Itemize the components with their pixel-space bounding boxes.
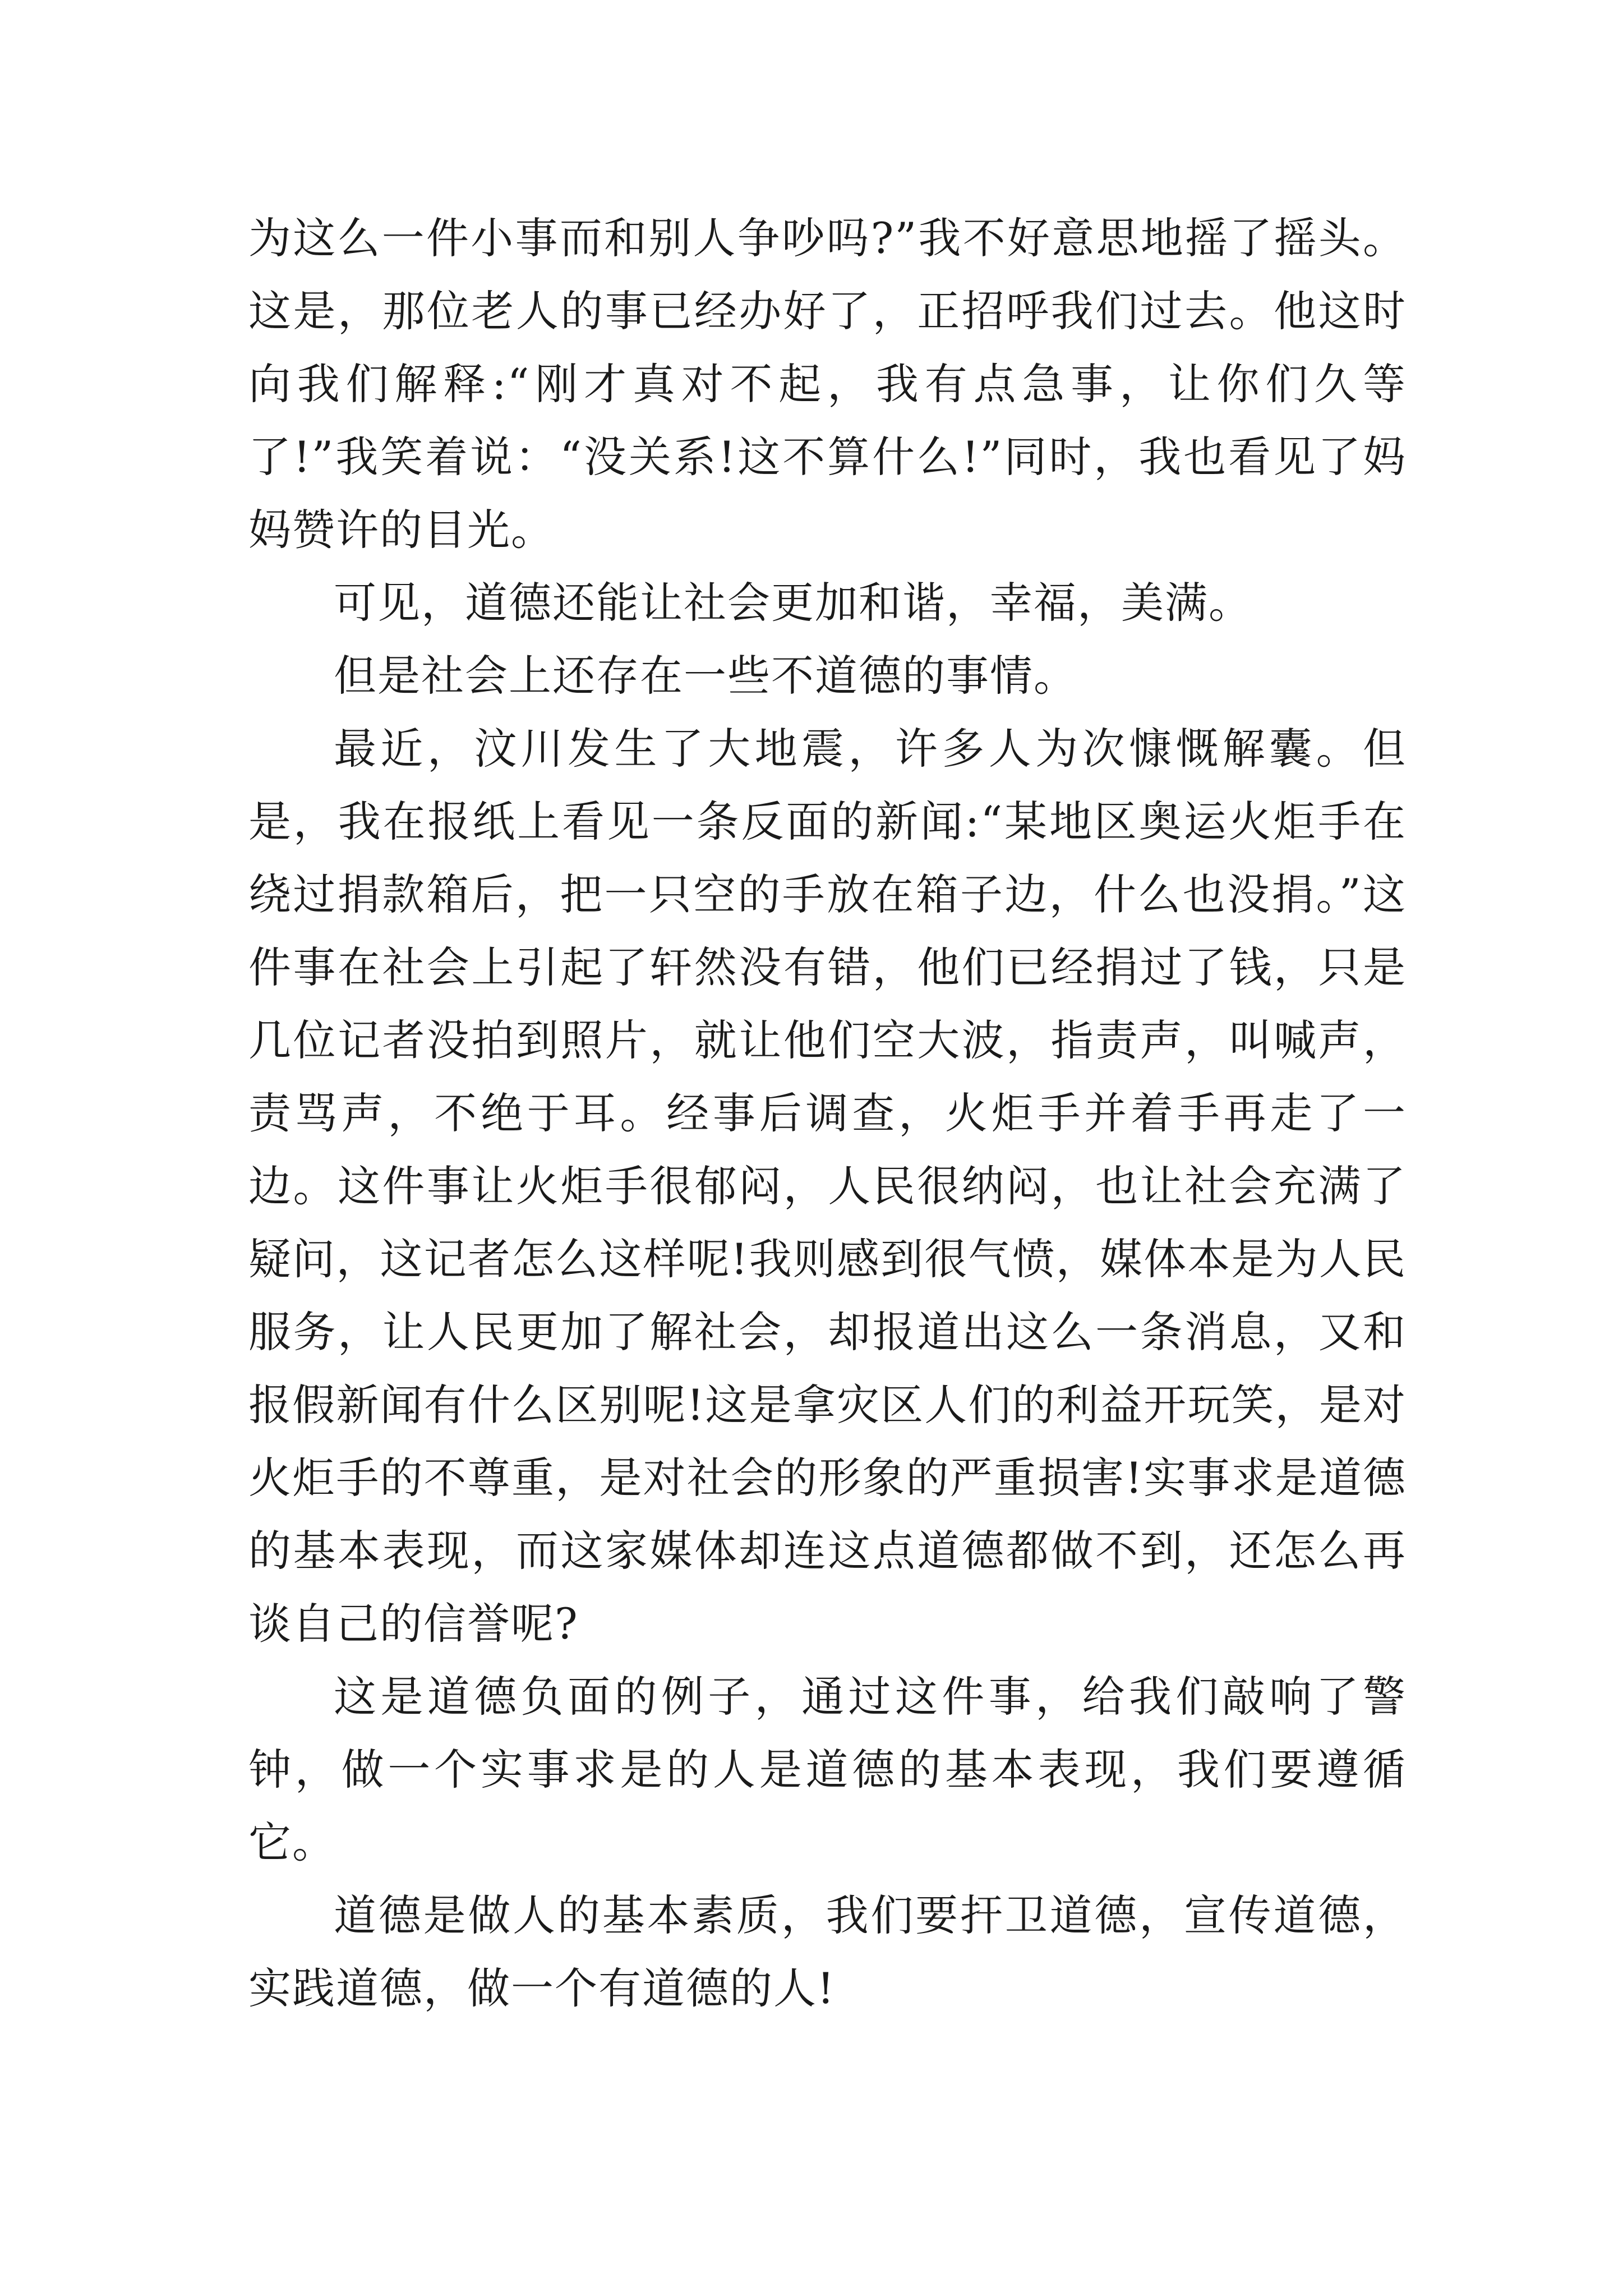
paragraph-3: 但是社会上还存在一些不道德的事情。	[334, 651, 1077, 701]
document-body	[248, 202, 1407, 2025]
paragraph-1: 为这么一件小事而和别人争吵吗?”我不好意思地摇了摇头。这是，那位老人的事已经办好了，正招呼我们过去。他这时向我们解释:“刚才真对不起，我有点急事，让你们久等了!”我笑着说：“没关系!这不算什么!”同时，我也看见了妈妈赞许的目光。	[248, 213, 1407, 555]
paragraph-6: 道德是做人的基本素质，我们要扞卫道德，宣传道德，实践道德，做一个有道德的人!	[248, 1890, 1407, 2013]
paragraph-4: 最近，汶川发生了大地震，许多人为次慷慨解囊。但是，我在报纸上看见一条反面的新闻:“某地区奥运火炬手在绕过捐款箱后，把一只空的手放在箱子边，什么也没捐。”这件事在社会上引起了轩然没有错，他们已经捐过了钱，只是几位记者没拍到照片，就让他们空大波，指责声，叫喊声，责骂声，不绝于耳。经事后调查，火炬手并着手再走了一边。这件事让火炬手很郁闷，人民很纳闷，也让社会充满了疑问，这记者怎么这样呢!我则感到很气愤，媒体本是为人民服务，让人民更加了解社会，却报道出这么一条消息，又和报假新闻有什么区别呢!这是拿灾区人们的利益开玩笑，是对火炬手的不尊重，是对社会的形象的严重损害!实事求是道德的基本表现，而这家媒体却连这点道德都做不到，还怎么再谈自己的信誉呢?	[248, 724, 1407, 1649]
paragraph-5: 这是道德负面的例子，通过这件事，给我们敲响了警钟，做一个实事求是的人是道德的基本表现，我们要遵循它。	[248, 1672, 1407, 1867]
paragraph-2: 可见，道德还能让社会更加和谐，幸福，美满。	[334, 578, 1252, 628]
